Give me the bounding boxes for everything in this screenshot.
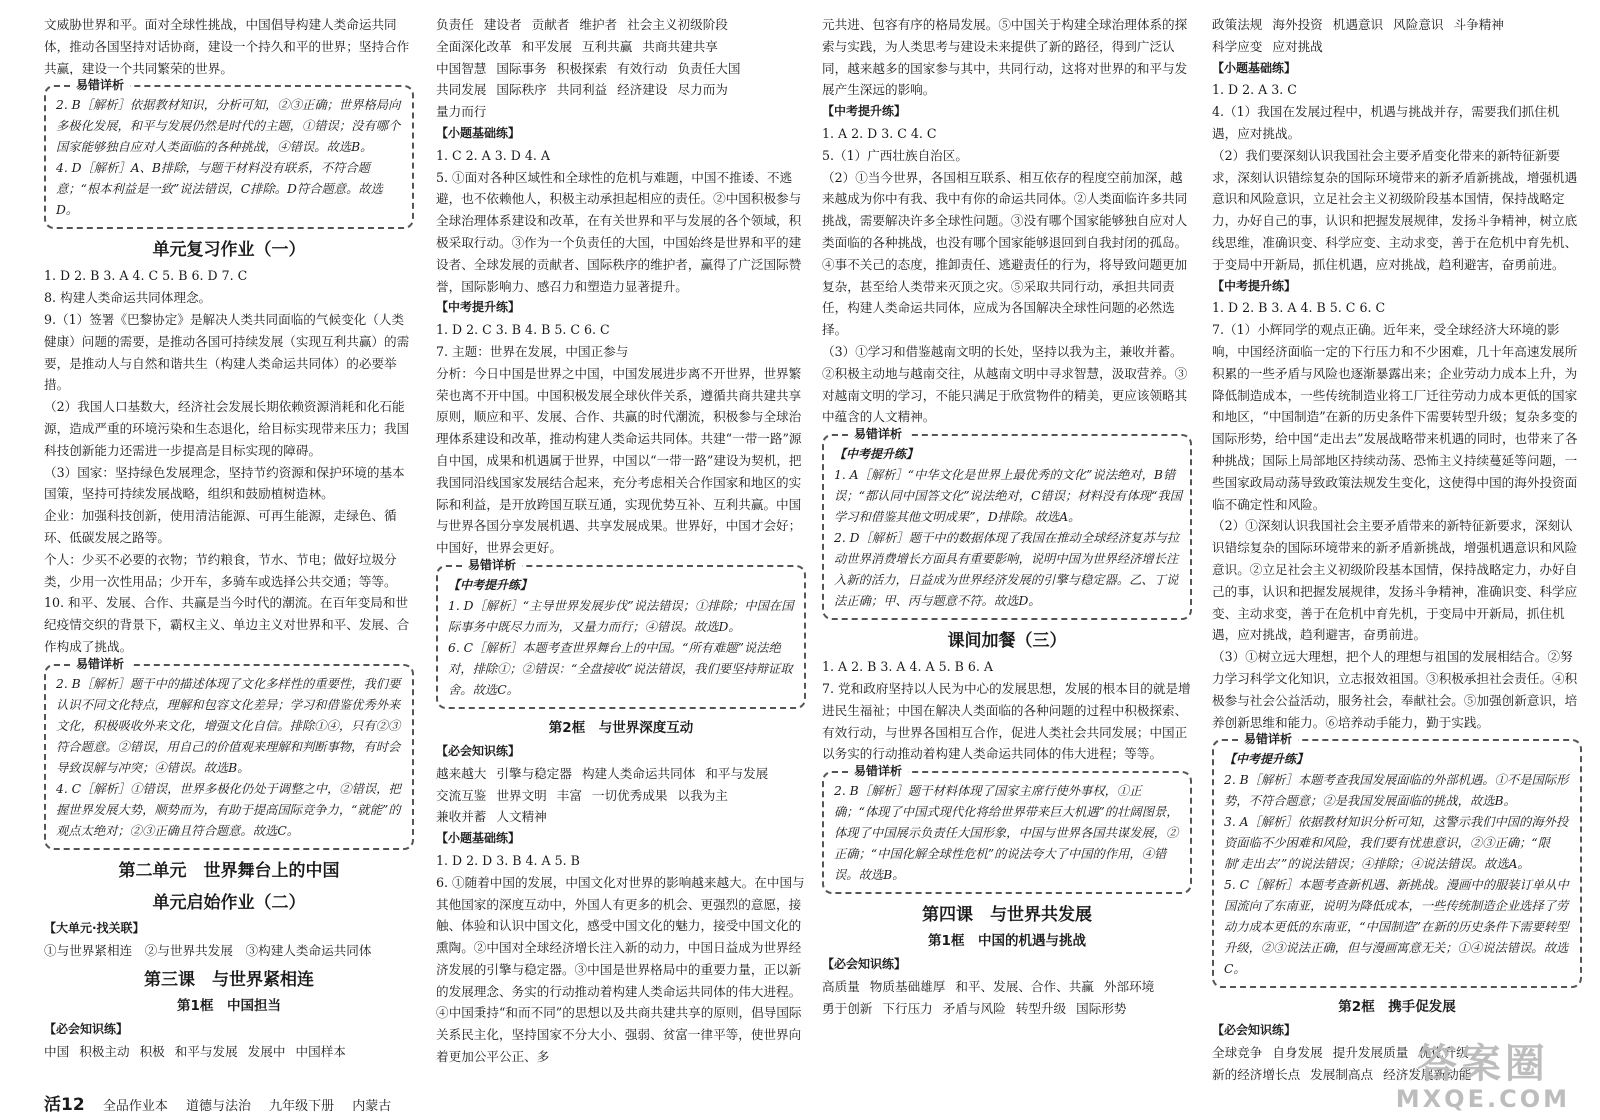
key-terms: 全球竞争 自身发展 提升发展质量 优化升级 <box>1212 1045 1469 1061</box>
answer-explanation: 2. B［解析］题干材料体现了国家主席行使外事权，①正确；“体现了中国式现代化将给世界带来巨大机遇”的壮阔图景，体现了中国展示负责任大国形象，中国与世界各国共谋发展，②正确；“中国化解全球性危机”的说法夸大了中国的作用，④错误。故选B。 <box>834 784 1179 883</box>
key-terms: 兼收并蓄 人文精神 <box>436 809 547 825</box>
sub-heading: 第2框 携手促发展 <box>1338 999 1456 1016</box>
section-tag: 【必会知识练】 <box>1212 1023 1297 1038</box>
box-title: 易错详析 <box>70 75 130 96</box>
answer-line: 1. C 2. A 3. D 4. A <box>436 147 551 163</box>
key-terms: 全面深化改革 和平发展 互利共赢 共商共建共享 <box>436 38 718 54</box>
answer-paragraph: 5.（1）广西壮族自治区。 <box>822 147 968 163</box>
answer-line: 1. A 2. B 3. A 4. A 5. B 6. A <box>822 659 994 675</box>
answer-paragraph: （3）①树立远大理想，把个人的理想与祖国的发展相结合。②努力学习科学文化知识，立志报效祖国。③积极承担社会责任。④积极参与社会公益活动，服务社会，奉献社会。⑤加强创新意识，培养创新思维和能力。⑥培养动手能力，勤于实践。 <box>1212 649 1578 730</box>
box-title: 易错详析 <box>1238 729 1298 750</box>
answer-paragraph: （2）①深刻认识我国社会主要矛盾带来的新特征新要求，深刻认识错综复杂的国际环境带来的新矛盾新挑战，增强机遇意识和风险意识。②立足社会主义初级阶段基本国情，保持战略定力，办好自己的事，认识和把握发展规律，发扬斗争精神，准确识变、科学应变、主动求变，善于在危机中育先机，于变局中开新局，抓住机遇，应对挑战，趋利避害，奋勇前进。 <box>1212 518 1578 643</box>
key-terms: 量力而行 <box>436 104 487 120</box>
error-analysis-box <box>44 78 414 229</box>
book-title: 全品作业本 <box>102 1099 168 1114</box>
column-4 <box>1212 14 1582 1086</box>
answer-line: 8. 构建人类命运共同体理念。 <box>44 290 212 306</box>
answer-explanation: 2. B［解析］依据教材知识，分析可知，②③正确；世界格局向多极化发展，和平与发展仍然是时代的主题，①错误；没有哪个国家能够独自应对人类面临的各种挑战，④错误。故选B。 <box>56 98 401 155</box>
answer-explanation: 5. C［解析］本题考查新机遇、新挑战。漫画中的服装订单从中国流向了东南亚，说明为降低成本，一些传统制造企业选择了劳动力成本更低的东南亚，“中国制造”在新的历史条件下需要转型升级，②③说法正确，但与漫画寓意无关；①④说法错误。故选C。 <box>1224 878 1569 977</box>
section-tag: 【必会知识练】 <box>436 743 521 758</box>
key-terms: 中国智慧 国际事务 积极探索 有效行动 负责任大国 <box>436 60 741 76</box>
box-title: 易错详析 <box>462 555 522 576</box>
answer-paragraph: 分析：今日中国是世界之中国，中国发展进步离不开世界，世界繁荣也离不开中国。中国积极发展全球伙伴关系，遵循共商共建共享原则，顺应和平、发展、合作、共赢的时代潮流，积极参与全球治理体系建设和改革，推动构建人类命运共同体。共建“一带一路”源自中国，成果和机遇属于世界，中国以“一带一路”建设为契机，把我国同沿线国家发展结合起来，充分考虑相关合作国家和地区的实际和利益，是开放跨国互联互通，实现优势互补、互利共赢。中国与世界各国分享发展机遇、共享发展成果。世界好，中国才会好；中国好，世界会更好。 <box>436 365 802 556</box>
answer-line: 1. D 2. C 3. B 4. B 5. C 6. C <box>436 322 610 338</box>
answer-paragraph: 元共进、包容有序的格局发展。⑤中国关于构建全球治理体系的探索与实践，为人类思考与建设未来提供了新的路径，得到广泛认同，越来越多的国家参与其中，共同行动，这将对世界的和平与发展产生深远的影响。 <box>822 17 1188 98</box>
answer-line: 1. D 2. B 3. A 4. C 5. B 6. D 7. C <box>44 268 248 284</box>
answer-explanation: 4. C［解析］①错误，世界多极化仍处于调整之中，②错误，把握世界发展大势，顺势而为，有助于提高国际竞争力，“就能”的观点太绝对；②③正确且符合题意。故选C。 <box>56 781 401 838</box>
page-footer <box>44 1090 405 1115</box>
answer-explanation: 1. D［解析］“主导世界发展步伐”说法错误；①排除；中国在国际事务中既尽力而为，又量力而行；④错误。故选D。 <box>448 598 794 634</box>
section-tag: 【中考提升练】 <box>834 447 919 462</box>
section-tag: 【中考提升练】 <box>1224 752 1309 767</box>
answer-line: 1. D 2. B 3. A 4. B 5. C 6. C <box>1212 300 1386 316</box>
section-tag: 【中考提升练】 <box>822 104 907 119</box>
section-tag: 【中考提升练】 <box>1212 278 1297 293</box>
paragraph: 文威胁世界和平。面对全球性挑战，中国倡导构建人类命运共同体，推动各国坚持对话协商，建设一个持久和平的世界；坚持合作共赢，建设一个共同繁荣的世界。 <box>44 17 410 76</box>
key-terms: 中国 积极主动 积极 和平与发展 发展中 中国样本 <box>44 1044 346 1060</box>
answer-paragraph: （2）我国人口基数大，经济社会发展长期依赖资源消耗和化石能源，造成严重的环境污染和生态退化，给目标实现带来压力；我国科技创新能力还需进一步提高是目标实现的障碍。 <box>44 399 410 458</box>
answer-paragraph: 企业：加强科技创新，使用清洁能源、可再生能源，走绿色、循环、低碳发展之路等。 <box>44 508 397 545</box>
box-title: 易错详析 <box>848 424 908 445</box>
section-heading: 单元复习作业（一） <box>152 240 306 261</box>
answer-paragraph: 个人：少买不必要的衣物；节约粮食，节水、节电；做好垃圾分类，少用一次性用品；少开车，多骑车或选择公共交通；等等。 <box>44 551 397 589</box>
answer-paragraph: 7. 党和政府坚持以人民为中心的发展思想，发展的根本目的就是增进民生福祉；中国在解决人类面临的各种问题的过程中积极探索、有效行动，与世界各国相互合作，促进人类社会共同发展；中国正以务实的行动推动着构建人类命运共同体的伟大进程；等等。 <box>822 680 1191 762</box>
answer-line: 1. D 2. A 3. C <box>1212 82 1297 98</box>
sub-heading: 第1框 中国的机遇与挑战 <box>928 933 1086 950</box>
answer-line: 1. A 2. D 3. C 4. C <box>822 125 937 141</box>
section-tag: 【必会知识练】 <box>822 957 907 972</box>
error-analysis-box <box>822 764 1192 894</box>
answer-paragraph: （3）国家：坚持绿色发展理念，坚持节约资源和保护环境的基本国策，坚持可持续发展战略，组织和鼓励植树造林。 <box>44 464 405 502</box>
page-number: 活12 <box>44 1095 85 1115</box>
section-tag: 【中考提升练】 <box>436 300 521 315</box>
answer-explanation: 3. A［解析］依据教材知识分析可知，这警示我们中国的海外投资面临不少困难和风险，我们要有忧患意识，②③正确；“限制‘走出去’”的说法错误；④排除；④说法错误。故选A。 <box>1224 815 1569 872</box>
answer-explanation: 2. D［解析］题干中的数据体现了我国在推动全球经济复苏与拉动世界消费增长方面具有重要影响，说明中国为世界经济增长注入新的活力，日益成为世界经济发展的引擎与稳定器。乙、丁说法正确；甲、丙与题意不符。故选D。 <box>834 531 1180 609</box>
lesson-heading: 第四课 与世界共发展 <box>922 905 1092 926</box>
key-terms: 共同发展 国际秩序 共同利益 经济建设 尽力而为 <box>436 82 728 98</box>
answer-paragraph: 10. 和平、发展、合作、共赢是当今时代的潮流。在百年变局和世纪疫情交织的背景下，霸权主义、单边主义对世界和平、发展、合作构成了挑战。 <box>44 595 410 654</box>
sub-heading: 第1框 中国担当 <box>177 998 281 1015</box>
column-2 <box>436 14 806 1068</box>
error-analysis-box <box>44 656 414 850</box>
error-analysis-box <box>436 557 806 709</box>
answer-explanation: 1. A［解析］“中华文化是世界上最优秀的文化”说法绝对，B错误；“都认同中国答文化”说法绝对，C错误；材料没有体现“我国学习和借鉴其他文明成果”，D排除。故选A。 <box>834 468 1182 525</box>
answer-paragraph: （3）①学习和借鉴越南文明的长处，坚持以我为主，兼收并蓄。②积极主动地与越南交往，从越南文明中寻求智慧，汲取营养。③对越南文明的学习，不能只满足于欣赏物件的精美，更应该领略其中蕴含的人文精神。 <box>822 343 1188 425</box>
error-analysis-box <box>1212 732 1582 988</box>
key-terms: 科学应变 应对挑战 <box>1212 38 1323 54</box>
key-terms: 交流互鉴 世界文明 丰富 一切优秀成果 以我为主 <box>436 787 728 803</box>
answer-paragraph: （2）我们要深刻认识我国社会主要矛盾变化带来的新特征新要求，深刻认识错综复杂的国际环境带来的新矛盾新挑战，增强机遇意识和风险意识，立足社会主义初级阶段基本国情，保持战略定力，办好自己的事，认识和把握发展规律，发扬斗争精神，树立底线思维，准确识变、科学应变、主动求变，善于在危机中育先机、于变局中开新局，抓住机遇，应对挑战，趋利避害，奋勇前进。 <box>1212 147 1578 272</box>
answer-paragraph: 5. ①面对各种区域性和全球性的危机与难题，中国不推诿、不逃避，也不依赖他人，积极主动承担起相应的责任。②中国积极参与全球治理体系建设和改革，在有关世界和平与发展的各个领域，积极采取行动。③作为一个负责任的大国，中国始终是世界和平的建设者、全球发展的贡献者、国际秩序的维护者，赢得了广泛国际赞誉，国际影响力、感召力和塑造力显著提升。 <box>436 169 802 294</box>
answer-line: 1. D 2. D 3. B 4. A 5. B <box>436 852 580 868</box>
section-heading: 课间加餐（三） <box>947 631 1067 652</box>
section-tag: 【中考提升练】 <box>448 577 533 592</box>
answer-paragraph: 9.（1）签署《巴黎协定》是解决人类共同面临的气候变化（人类健康）问题的需要，是推动各国可持续发展（实现互利共赢）的需要，是推动人与自然和谐共生（构建人类命运共同体）的必要举措。 <box>44 311 410 393</box>
region: 内蒙古 <box>352 1099 392 1114</box>
column-1 <box>44 14 414 1063</box>
box-title: 易错详析 <box>70 654 130 675</box>
subject: 道德与法治 <box>185 1099 251 1114</box>
answer-explanation: 2. B［解析］题干中的描述体现了文化多样性的重要性，我们要认识不同文化特点，理解和包容文化差异；学习和借鉴优秀外来文化，积极吸收外来文化，增强文化自信。排除①④，只有②③符合题意。②错误，用自己的价值观来理解和判断事物，有时会导致误解与冲突；④错误。故选B。 <box>56 676 401 775</box>
section-tag: 【小题基础练】 <box>436 125 521 140</box>
watermark <box>1396 1042 1570 1112</box>
section-tag: 【大单元·找关联】 <box>44 920 145 935</box>
section-heading: 单元启始作业（二） <box>152 892 306 913</box>
section-tag: 【小题基础练】 <box>1212 60 1297 75</box>
box-title: 易错详析 <box>848 761 908 782</box>
answer-paragraph: （2）①当今世界，各国相互联系、相互依存的程度空前加深，越来越成为你中有我、我中有你的命运共同体。②人类面临许多共同挑战，需要解决许多全球性问题。③没有哪个国家能够独自应对人类面临的各种挑战，也没有哪个国家能够退回到自我封闭的孤岛。④事不关己的态度，推卸责任、逃避责任的行为，将导致问题更加复杂，甚至给人类带来灭顶之灾。⑤采取共同行动，承担共同责任，构建人类命运共同体，应成为各国解决全球性问题的必然选择。 <box>822 169 1188 338</box>
key-terms: 负责任 建设者 贡献者 维护者 社会主义初级阶段 <box>436 17 728 32</box>
section-tag: 【小题基础练】 <box>436 831 521 846</box>
key-terms: 越来越大 引擎与稳定器 构建人类命运共同体 和平与发展 <box>436 765 769 781</box>
section-tag: 【必会知识练】 <box>44 1022 129 1037</box>
answer-paragraph: 4.（1）我国在发展过程中，机遇与挑战并存，需要我们抓住机遇，应对挑战。 <box>1212 104 1560 141</box>
grade: 九年级下册 <box>269 1099 335 1114</box>
key-terms: 勇于创新 下行压力 矛盾与风险 转型升级 国际形势 <box>822 1000 1127 1016</box>
watermark-line-1: 答案圈 <box>1416 1041 1549 1087</box>
answer-explanation: 6. C［解析］本题考查世界舞台上的中国。“所有难题”说法绝对，排除①；②错误：“全盘接收”说法错误，我们要坚持辩证取舍。故选C。 <box>448 640 793 697</box>
answer-line: ①与世界紧相连 ②与世界共发展 ③构建人类命运共同体 <box>44 942 372 958</box>
key-terms: 新的经济增长点 发展制高点 经济发展新动能 <box>1212 1066 1472 1082</box>
answer-paragraph: 6. ①随着中国的发展，中国文化对世界的影响越来越大。在中国与其他国家的深度互动中，外国人有更多的机会、更强烈的意愿，接触、体验和认识中国文化，感受中国文化的魅力，接受中国文化的熏陶。②中国对全球经济增长注入新的动力，中国日益成为世界经济发展的引擎与稳定器。③中国是世界格局中的重要力量，正以新的发展理念、务实的行动推动着构建人类命运共同体的伟大进程。④中国秉持“和而不同”的思想以及共商共建共享的原则，倡导国际关系民主化，坚持国家不分大小、强弱、贫富一律平等，使世界向着更加公平公正、多 <box>436 874 805 1065</box>
error-analysis-box <box>822 427 1192 620</box>
answer-explanation: 4. D［解析］A、B排除，与题干材料没有联系，不符合题意；“根本利益是一致”说法错误，C排除。D符合题意。故选D。 <box>56 161 383 218</box>
column-3 <box>822 14 1192 1020</box>
answer-paragraph: 7. 主题：世界在发展，中国正参与 <box>436 343 629 359</box>
answer-explanation: 2. B［解析］本题考查我国发展面临的外部机遇。①不是国际形势，不符合题意；②是我国发展面临的挑战，故选B。 <box>1224 773 1569 809</box>
watermark-line-2: MXQE.COM <box>1395 1085 1570 1113</box>
key-terms: 政策法规 海外投资 机遇意识 风险意识 斗争精神 <box>1212 17 1504 32</box>
sub-heading: 第2框 与世界深度互动 <box>548 719 694 736</box>
lesson-heading: 第三课 与世界紧相连 <box>144 970 314 991</box>
answer-paragraph: 7.（1）小辉同学的观点正确。近年来，受全球经济大环境的影响，中国经济面临一定的下行压力和不少困难，几十年高速发展所积累的一些矛盾与风险也逐渐暴露出来；企业劳动力成本上升，为降低制造成本，一些传统制造业将工厂迁往劳动力成本更低的国家和地区，“中国制造”在新的历史条件下需要转型升级；复杂多变的国际形势，给中国“走出去”发展战略带来机遇的同时，也带来了各种挑战；国际上局部地区持续动荡、恐怖主义持续蔓延等问题，一些国家政局动荡导致政策法规发生变化，这使得中国的海外投资面临不确定性和风险。 <box>1212 322 1578 512</box>
unit-heading: 第二单元 世界舞台上的中国 <box>118 860 340 881</box>
key-terms: 高质量 物质基础雄厚 和平、发展、合作、共赢 外部环境 <box>822 978 1155 994</box>
